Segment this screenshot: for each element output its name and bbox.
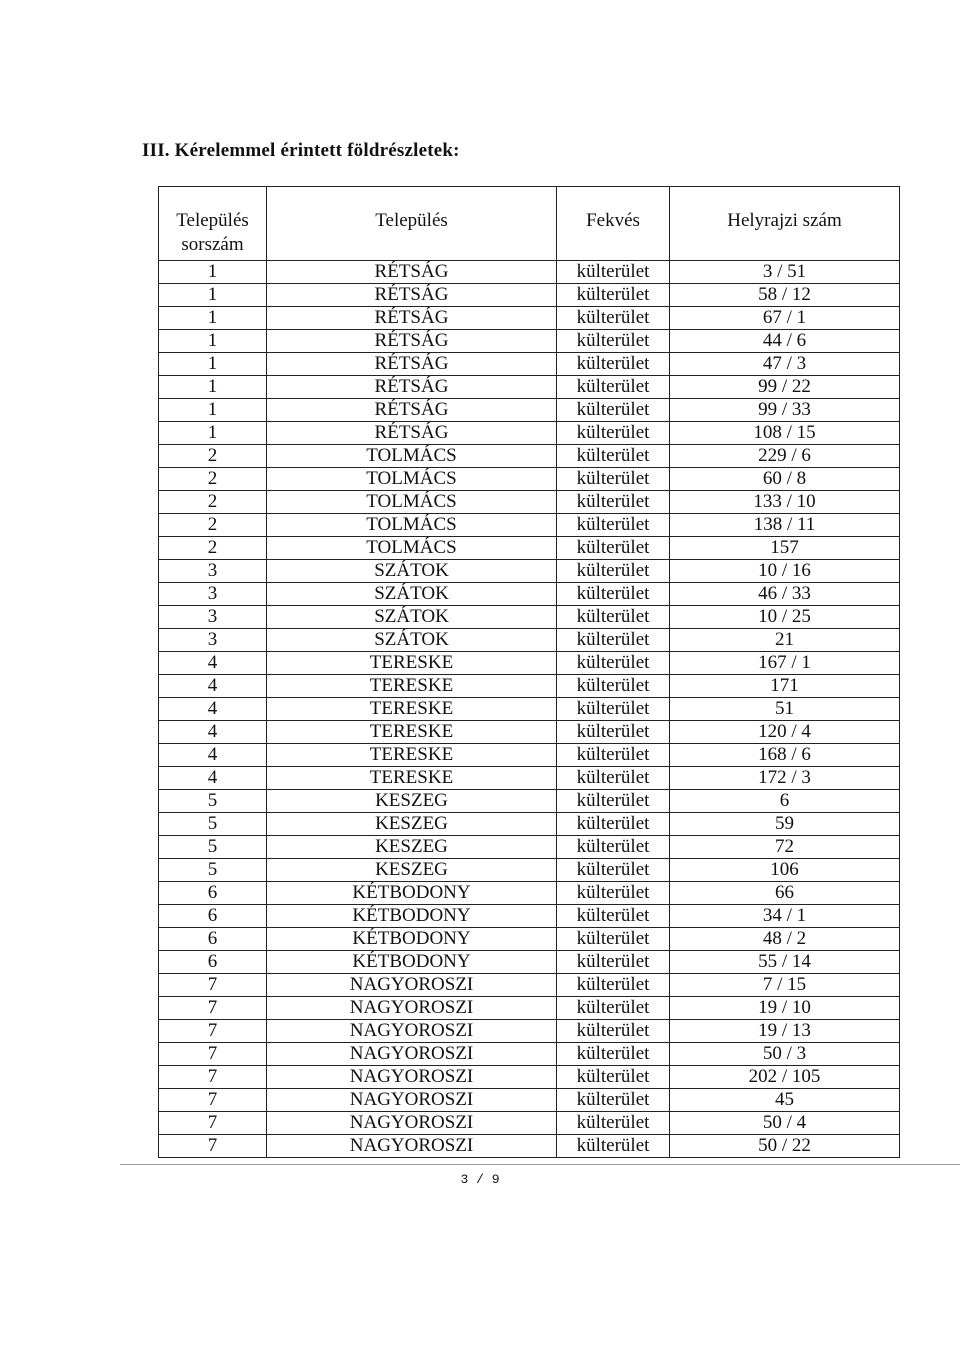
cell-settlement-number: 1 [159, 353, 267, 376]
cell-settlement: RÉTSÁG [267, 399, 557, 422]
cell-lot-number: 171 [670, 675, 900, 698]
cell-location: külterület [557, 652, 670, 675]
cell-settlement: SZÁTOK [267, 606, 557, 629]
table-row [159, 1089, 900, 1112]
cell-settlement: TOLMÁCS [267, 468, 557, 491]
cell-location: külterület [557, 859, 670, 882]
cell-lot-number: 99 / 22 [670, 376, 900, 399]
table-row [159, 606, 900, 629]
cell-location: külterület [557, 629, 670, 652]
table-row [159, 1043, 900, 1066]
table-row [159, 652, 900, 675]
cell-settlement: TERESKE [267, 698, 557, 721]
cell-settlement: KESZEG [267, 836, 557, 859]
table-row [159, 675, 900, 698]
cell-lot-number: 55 / 14 [670, 951, 900, 974]
table-row [159, 951, 900, 974]
cell-lot-number: 58 / 12 [670, 284, 900, 307]
cell-location: külterület [557, 1020, 670, 1043]
cell-settlement-number: 3 [159, 560, 267, 583]
cell-location: külterület [557, 790, 670, 813]
cell-settlement: KÉTBODONY [267, 882, 557, 905]
cell-location: külterület [557, 928, 670, 951]
cell-location: külterület [557, 330, 670, 353]
cell-location: külterület [557, 1043, 670, 1066]
cell-settlement: TOLMÁCS [267, 537, 557, 560]
cell-lot-number: 138 / 11 [670, 514, 900, 537]
cell-settlement-number: 5 [159, 813, 267, 836]
cell-settlement-number: 6 [159, 951, 267, 974]
cell-settlement: SZÁTOK [267, 583, 557, 606]
cell-lot-number: 66 [670, 882, 900, 905]
cell-location: külterület [557, 997, 670, 1020]
cell-settlement: NAGYOROSZI [267, 1089, 557, 1112]
cell-lot-number: 60 / 8 [670, 468, 900, 491]
cell-location: külterület [557, 974, 670, 997]
cell-lot-number: 3 / 51 [670, 261, 900, 284]
cell-settlement: RÉTSÁG [267, 353, 557, 376]
table-row [159, 744, 900, 767]
cell-settlement-number: 6 [159, 928, 267, 951]
cell-settlement-number: 6 [159, 905, 267, 928]
table-row [159, 514, 900, 537]
table-row [159, 399, 900, 422]
header-settlement: Település [267, 187, 557, 261]
cell-settlement: TOLMÁCS [267, 514, 557, 537]
cell-lot-number: 44 / 6 [670, 330, 900, 353]
header-settlement-number [159, 187, 267, 261]
cell-location: külterület [557, 905, 670, 928]
cell-lot-number: 10 / 16 [670, 560, 900, 583]
cell-lot-number: 168 / 6 [670, 744, 900, 767]
cell-settlement-number: 5 [159, 790, 267, 813]
cell-settlement: SZÁTOK [267, 629, 557, 652]
cell-location: külterület [557, 1112, 670, 1135]
cell-settlement: RÉTSÁG [267, 284, 557, 307]
cell-lot-number: 34 / 1 [670, 905, 900, 928]
cell-lot-number: 21 [670, 629, 900, 652]
table-row [159, 629, 900, 652]
table-row [159, 284, 900, 307]
cell-lot-number: 19 / 10 [670, 997, 900, 1020]
table-row [159, 836, 900, 859]
table-row [159, 905, 900, 928]
cell-location: külterület [557, 698, 670, 721]
cell-settlement-number: 7 [159, 1043, 267, 1066]
cell-lot-number: 50 / 22 [670, 1135, 900, 1158]
table-row [159, 583, 900, 606]
cell-settlement: KÉTBODONY [267, 951, 557, 974]
cell-location: külterület [557, 399, 670, 422]
cell-settlement: TOLMÁCS [267, 491, 557, 514]
page-title: III. Kérelemmel érintett földrészletek: [142, 140, 460, 161]
cell-settlement-number: 1 [159, 284, 267, 307]
cell-settlement-number: 1 [159, 261, 267, 284]
cell-lot-number: 10 / 25 [670, 606, 900, 629]
cell-lot-number: 120 / 4 [670, 721, 900, 744]
cell-location: külterület [557, 261, 670, 284]
table-row [159, 422, 900, 445]
table-row [159, 1135, 900, 1158]
cell-location: külterület [557, 376, 670, 399]
cell-settlement-number: 3 [159, 606, 267, 629]
cell-location: külterület [557, 951, 670, 974]
cell-settlement-number: 6 [159, 882, 267, 905]
cell-settlement-number: 1 [159, 307, 267, 330]
cell-settlement: RÉTSÁG [267, 307, 557, 330]
cell-settlement: KESZEG [267, 859, 557, 882]
table-row [159, 307, 900, 330]
cell-location: külterület [557, 537, 670, 560]
table-row [159, 790, 900, 813]
cell-lot-number: 229 / 6 [670, 445, 900, 468]
cell-lot-number: 133 / 10 [670, 491, 900, 514]
cell-lot-number: 202 / 105 [670, 1066, 900, 1089]
cell-settlement: RÉTSÁG [267, 376, 557, 399]
cell-location: külterület [557, 721, 670, 744]
cell-settlement: RÉTSÁG [267, 330, 557, 353]
table-row [159, 997, 900, 1020]
table-row [159, 445, 900, 468]
cell-lot-number: 59 [670, 813, 900, 836]
cell-location: külterület [557, 560, 670, 583]
table-row [159, 537, 900, 560]
table-row [159, 353, 900, 376]
cell-settlement-number: 4 [159, 698, 267, 721]
cell-settlement: RÉTSÁG [267, 261, 557, 284]
cell-settlement-number: 2 [159, 514, 267, 537]
cell-settlement: TERESKE [267, 721, 557, 744]
cell-lot-number: 167 / 1 [670, 652, 900, 675]
cell-location: külterület [557, 284, 670, 307]
cell-settlement: TERESKE [267, 767, 557, 790]
cell-settlement-number: 2 [159, 468, 267, 491]
cell-settlement-number: 4 [159, 675, 267, 698]
cell-settlement-number: 1 [159, 399, 267, 422]
cell-settlement-number: 1 [159, 330, 267, 353]
cell-location: külterület [557, 491, 670, 514]
cell-lot-number: 50 / 4 [670, 1112, 900, 1135]
header-settlement-number-line2: sorszám [181, 234, 244, 255]
cell-lot-number: 50 / 3 [670, 1043, 900, 1066]
table-row [159, 1112, 900, 1135]
cell-location: külterület [557, 836, 670, 859]
cell-location: külterület [557, 514, 670, 537]
cell-settlement: NAGYOROSZI [267, 1066, 557, 1089]
cell-settlement-number: 7 [159, 997, 267, 1020]
cell-settlement-number: 7 [159, 1066, 267, 1089]
cell-lot-number: 106 [670, 859, 900, 882]
cell-location: külterület [557, 583, 670, 606]
cell-lot-number: 157 [670, 537, 900, 560]
table-row [159, 813, 900, 836]
table-row [159, 330, 900, 353]
cell-settlement: TERESKE [267, 744, 557, 767]
cell-lot-number: 48 / 2 [670, 928, 900, 951]
header-location: Fekvés [557, 187, 670, 261]
cell-location: külterület [557, 468, 670, 491]
table-row [159, 1020, 900, 1043]
cell-settlement: KÉTBODONY [267, 928, 557, 951]
cell-settlement: NAGYOROSZI [267, 997, 557, 1020]
cell-location: külterület [557, 767, 670, 790]
cell-lot-number: 99 / 33 [670, 399, 900, 422]
cell-settlement-number: 1 [159, 422, 267, 445]
table-row [159, 261, 900, 284]
cell-settlement: NAGYOROSZI [267, 1135, 557, 1158]
cell-settlement-number: 7 [159, 1135, 267, 1158]
cell-location: külterület [557, 675, 670, 698]
table-row [159, 1066, 900, 1089]
cell-settlement: NAGYOROSZI [267, 1112, 557, 1135]
table-row [159, 698, 900, 721]
cell-lot-number: 19 / 13 [670, 1020, 900, 1043]
cell-lot-number: 45 [670, 1089, 900, 1112]
cell-settlement-number: 4 [159, 744, 267, 767]
table-row [159, 468, 900, 491]
table-row [159, 928, 900, 951]
table-row [159, 974, 900, 997]
cell-settlement: TOLMÁCS [267, 445, 557, 468]
table-row [159, 721, 900, 744]
cell-lot-number: 72 [670, 836, 900, 859]
cell-settlement: NAGYOROSZI [267, 1020, 557, 1043]
cell-location: külterület [557, 1066, 670, 1089]
cell-location: külterület [557, 744, 670, 767]
cell-settlement-number: 3 [159, 629, 267, 652]
table-row [159, 560, 900, 583]
cell-lot-number: 172 / 3 [670, 767, 900, 790]
table-row [159, 882, 900, 905]
cell-lot-number: 46 / 33 [670, 583, 900, 606]
cell-location: külterület [557, 307, 670, 330]
cell-settlement-number: 1 [159, 376, 267, 399]
cell-location: külterület [557, 606, 670, 629]
cell-settlement-number: 5 [159, 859, 267, 882]
cell-lot-number: 67 / 1 [670, 307, 900, 330]
cell-settlement: RÉTSÁG [267, 422, 557, 445]
cell-settlement-number: 3 [159, 583, 267, 606]
cell-settlement: KESZEG [267, 790, 557, 813]
table-row [159, 767, 900, 790]
cell-settlement-number: 7 [159, 1089, 267, 1112]
cell-settlement-number: 2 [159, 491, 267, 514]
cell-settlement: NAGYOROSZI [267, 974, 557, 997]
cell-location: külterület [557, 1135, 670, 1158]
cell-settlement: TERESKE [267, 675, 557, 698]
cell-settlement-number: 2 [159, 537, 267, 560]
table-row [159, 859, 900, 882]
cell-settlement-number: 4 [159, 652, 267, 675]
table-row [159, 491, 900, 514]
cell-settlement: KÉTBODONY [267, 905, 557, 928]
footer-divider [120, 1164, 960, 1165]
table-body [159, 261, 900, 1158]
cell-settlement-number: 4 [159, 767, 267, 790]
cell-settlement-number: 7 [159, 1020, 267, 1043]
cell-location: külterület [557, 1089, 670, 1112]
cell-lot-number: 7 / 15 [670, 974, 900, 997]
cell-settlement-number: 5 [159, 836, 267, 859]
parcel-table [158, 186, 900, 1158]
cell-settlement-number: 2 [159, 445, 267, 468]
cell-settlement-number: 7 [159, 974, 267, 997]
cell-location: külterület [557, 813, 670, 836]
table-header-row [159, 187, 900, 261]
cell-settlement: KESZEG [267, 813, 557, 836]
cell-lot-number: 51 [670, 698, 900, 721]
table-row [159, 376, 900, 399]
header-settlement-number-line1: Település [176, 210, 249, 231]
cell-lot-number: 108 / 15 [670, 422, 900, 445]
cell-settlement: SZÁTOK [267, 560, 557, 583]
cell-location: külterület [557, 882, 670, 905]
cell-settlement: NAGYOROSZI [267, 1043, 557, 1066]
header-lot-number: Helyrajzi szám [670, 187, 900, 261]
cell-settlement-number: 4 [159, 721, 267, 744]
cell-location: külterület [557, 353, 670, 376]
cell-lot-number: 47 / 3 [670, 353, 900, 376]
page-number: 3 / 9 [460, 1172, 500, 1187]
cell-settlement-number: 7 [159, 1112, 267, 1135]
cell-location: külterület [557, 422, 670, 445]
cell-settlement: TERESKE [267, 652, 557, 675]
cell-location: külterület [557, 445, 670, 468]
cell-lot-number: 6 [670, 790, 900, 813]
